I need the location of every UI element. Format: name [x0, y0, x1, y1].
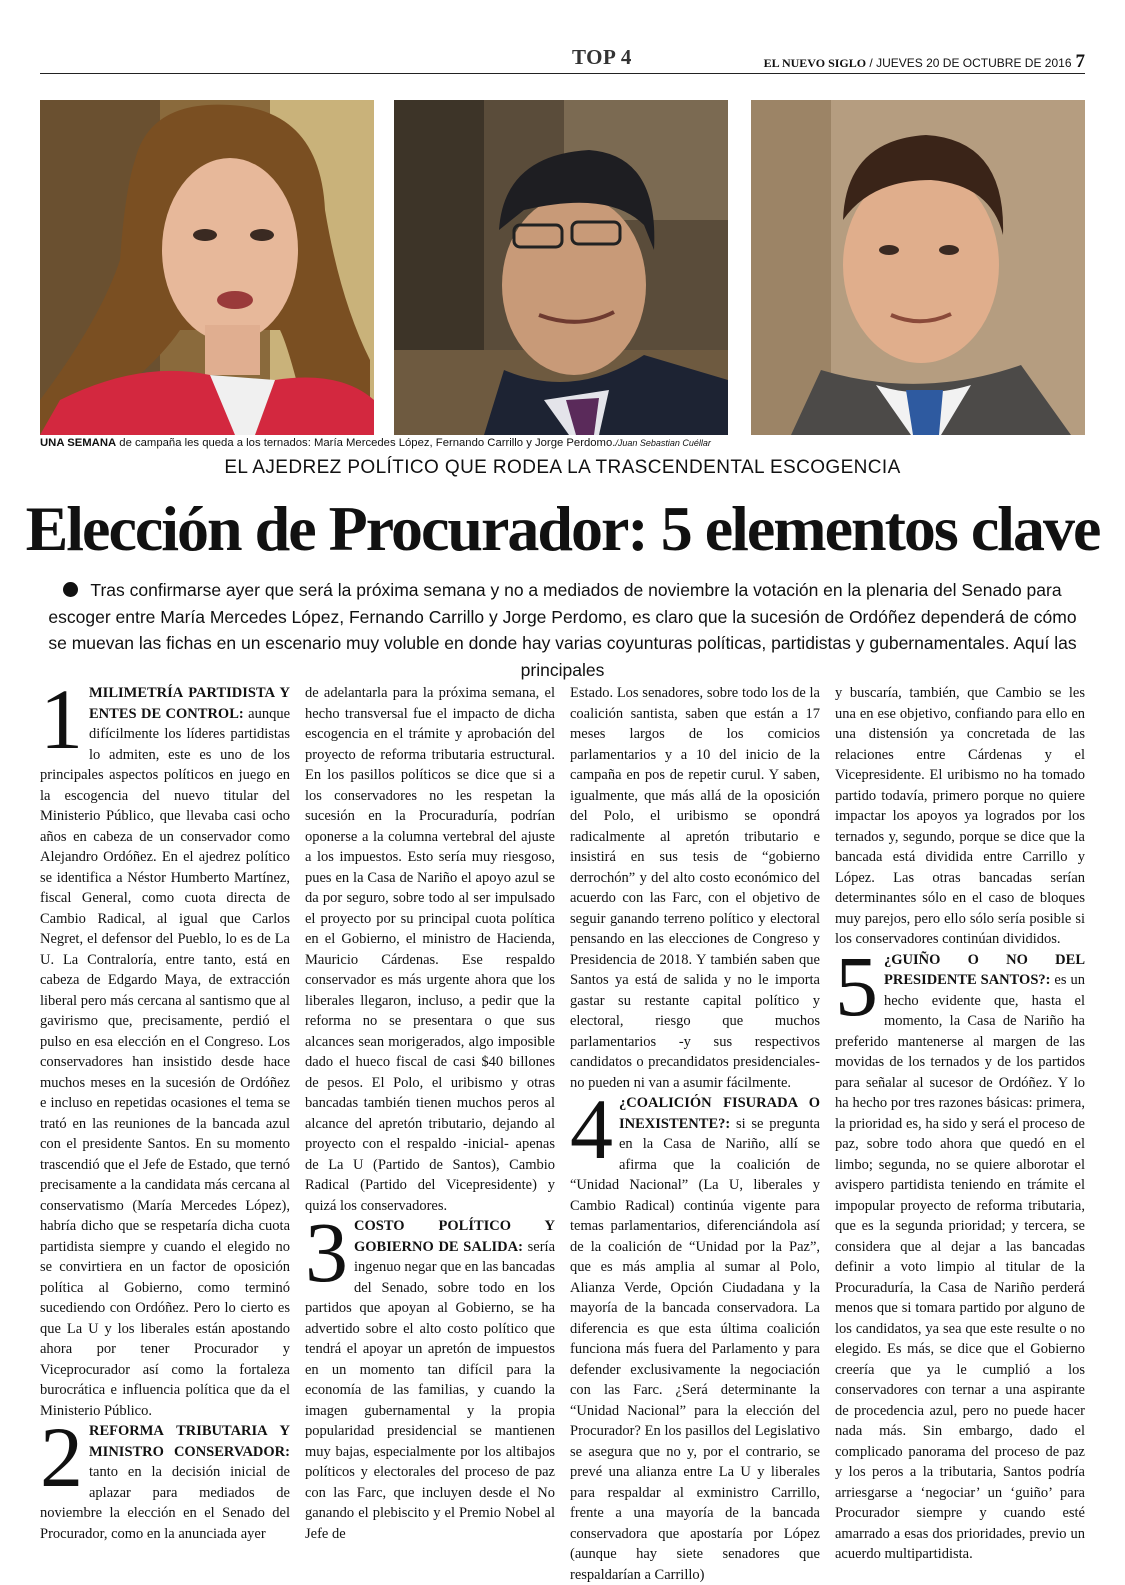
photo-credit: /Juan Sebastian Cuéllar [615, 438, 711, 448]
section-label: TOP 4 [572, 45, 632, 69]
column-1 [40, 671, 291, 1542]
newspaper-name: EL NUEVO SIGLO [763, 56, 867, 70]
column-4 [835, 683, 1085, 1562]
point-heading: COSTO POLÍTICO Y GOBIERNO DE SALIDA: [354, 1218, 555, 1255]
point-number: 4 [570, 1081, 613, 1177]
point-number: 2 [40, 1409, 83, 1505]
point-number: 1 [40, 671, 83, 767]
headline: Elección de Procurador: 5 elementos clave [25, 493, 1100, 564]
point-text: tanto en la decisión inicial de aplazar para mediados de noviembre la elección en el Senado del Procurador, como en la anunciada ayer [40, 1464, 290, 1542]
point-heading: REFORMA TRIBUTARIA Y MINISTRO CONSERVADOR: [89, 1423, 290, 1460]
column-2 [305, 683, 556, 1542]
point-text: si se pregunta en la Casa de Nariño, allí se afirma que la coalición de “Unidad Nacional” (La U, liberales y Cambio Radical) continúa vigente para temas parlamentarios, diferenciándola así de la coalición de “Unidad por la Paz”, que es más amplia al sumar al Polo, Alianza Verde, Opción Ciudadana y la mayoría de la bancada conservadora. La diferencia es que esta última coalición funciona más fuera del Parlamento y para defender exclusivamente la negociación con las Farc. ¿Será determinante la “Unidad Nacional” para la elección del Procurador? En los pasillos del Legislativo se asegura que no y, por el contrario, se prevé una alianza entre La U y liberales para respaldar al exministro Carrillo, frente a una mayoría de la bancada conservadora que apostaría por López (aunque hay siete senadores que respaldarían a Carrillo) [570, 1115, 820, 1583]
body-paragraph: Estado. Los senadores, sobre todo los de la coalición santista, saben que están a 17 meses largos de los comicios parlamentarios y a 10 del inicio de la campaña en pos de repetir curul. Y saben, igualmente, que más allá de la oposición del Polo, el uribismo se opondrá radicalmente al apretón tributario e insistirá en sus tesis de “gobierno derrochón” y del alto costo económico del acuerdo con las Farc, con el objetivo de seguir ganando terreno político y electoral pensando en las elecciones de Congreso y Presidencia de 2018. Y también saben que Santos ya está de salida y no le importa gastar su restante capital político y electoral, riesgo que muchos parlamentarios -y sus respectivos candidatos o precandidatos presidenciales- no pueden ni van a asumir fácilmente. [570, 685, 820, 1091]
photo-fernando-carrillo [394, 100, 728, 435]
photo-jorge-perdomo [751, 100, 1085, 435]
issue-date: / JUEVES 20 DE OCTUBRE DE 2016 [866, 56, 1072, 70]
folio [764, 51, 1085, 73]
column-3 [570, 683, 820, 1583]
lead-text: Tras confirmarse ayer que será la próxima semana y no a mediados de noviembre la votación en la plenaria del Senado para escoger entre María Mercedes López, Fernando Carrillo y Jorge Perdomo, es claro que la sucesión de Ordóñez dependerá de cómo se muevan las fichas en un escenario muy voluble en donde hay varias coyunturas políticas, partidistas y gubernamentales. Aquí las principales [48, 580, 1077, 680]
caption-lead: UNA SEMANA [40, 437, 117, 449]
body-paragraph: y buscaría, también, que Cambio se les una en ese objetivo, confiando para ello en una distensión ya concretada de las relaciones entre Cárdenas y el Vicepresidente. El uribismo no ha tomado partido todavía, primero porque no quiere impactar los apoyos ya logrados por los ternados y, segundo, porque se dice que la bancada está dividida entre Carrillo y López. Las otras bancadas serían determinantes sólo en el caso de bloques muy parejos, pero ello sólo sería posible si los conservadores continúan divididos. [835, 685, 1085, 947]
bullet-icon [63, 582, 78, 597]
point-number: 5 [835, 937, 878, 1034]
body-paragraph: de adelantarla para la próxima semana, el hecho transversal fue el impacto de dicha escogencia en el trámite y aprobación del proyecto de reforma tributaria estructural. En los pasillos políticos se dice que si a los conservadores no les respetan la sucesión en la Procuraduría, podrían oponerse a la columna vertebral del ajuste a los impuestos. Esto sería muy riesgoso, pues en la Casa de Nariño el apoyo azul se da por seguro, sobre todo al ser impulsado el proyecto por su principal cuota política en el Gobierno, el ministro de Hacienda, Mauricio Cárdenas. Ese respaldo conservador es más urgente ahora que los liberales llegaron, incluso, a pedir que la reforma no se presentara o que sus alcances sean morigerados, algo imposible dado el hueco fiscal de casi $40 billones de pesos. El Polo, el uribismo y otras bancadas también tienen muchos peros al alcance del apretón tributario, dejando al proyecto con el respaldo -inicial- apenas de La U (Partido de Santos), Cambio Radical (Partido del Vicepresidente) y quizá los conservadores. [305, 685, 555, 1214]
page-header [40, 45, 1085, 74]
point-heading: MILIMETRÍA PARTIDISTA Y ENTES DE CONTROL: [89, 685, 290, 722]
point-heading: ¿COALICIÓN FISURADA O INEXISTENTE?: [619, 1095, 820, 1132]
point-heading: ¿GUIÑO O NO DEL PRESIDENTE SANTOS?: [884, 951, 1085, 988]
photo-caption [40, 437, 711, 449]
point-text: es un hecho evidente que, hasta el momento, la Casa de Nariño ha preferido mantenerse al margen de las movidas de los ternados y de los partidos para señalar al sucesor de Ordóñez. Y lo ha hecho por tres razones básicas: primera, la prioridad es, ha sido y será el proceso de paz, sobre todo ahora que quedó en el limbo; segunda, no se quiere alborotar el avispero partidista teniendo en trámite el impopular proyecto de reforma tributaria, que es la segunda prioridad; y tercera, se considera que al dejar a las bancadas definir a voto limpio al titular de la Procuraduría, la Casa de Nariño perderá menos que si tomara partido por alguno de los candidatos, ya sea que este resulte o no elegido. Es más, se dice que el Gobierno creería que ya le cumplió a los conservadores con ternar a una aspirante de procedencia azul, pero no puede hacer nada más. Sin embargo, dado el complicado panorama del proceso de paz y los peros a la tributaria, Santos podría arriesgarse a ‘negociar’ un ‘guiño’ para Procurador siempre y cuando esté amarrado a esas dos prioridades, previo un acuerdo multipartidista. [835, 972, 1085, 1562]
point-text: aunque difícilmente los líderes partidistas lo admiten, este es uno de los principales aspectos políticos en juego en la escogencia del nuevo titular del Ministerio Público, que llevaba casi ocho años en cabeza de un conservador como Alejandro Ordóñez. En el ajedrez político se identifica a Néstor Humberto Martínez, fiscal General, como cuota directa de Cambio Radical, al igual que Carlos Negret, el defensor del Pueblo, lo es de La U. La Contraloría, entre tanto, está en cabeza de Edgardo Maya, de extracción liberal pero más cercana al santismo que al gavirismo que, precisamente, perdió el pulso en esa elección en el Congreso. Los conservadores han insistido desde hace muchos meses en la sucesión de Ordóñez e incluso en repetidas ocasiones el tema se trató en las reuniones de la bancada azul con el presidente Santos. En su momento trascendió que el Jefe de Estado, que ternó precisamente a la candidata más cercana al conservatismo (María Mercedes López), habría dicho que se respetaría dicha cuota partidista siempre y cuando el elegido no se convirtiera en un factor de oposición política al Gobierno, como terminó sucediendo con Ordóñez. Pero lo cierto es que La U y los liberales están apostando ahora por tener Procurador y Viceprocurador así como la fortaleza burocrática e influencia política que da el Ministerio Público. [40, 705, 291, 1419]
point-number: 3 [305, 1204, 348, 1300]
point-text: sería ingenuo negar que en las bancadas del Senado, sobre todo en los partidos que apoyan al Gobierno, se ha advertido sobre el alto costo político que tendrá el apoyar un apretón de impuestos en un momento tan difícil para la economía de las familias, y cuando la imagen gubernamental y la propia popularidad presidencial se mantienen muy bajas, especialmente por los altibajos políticos y electorales del proceso de paz con las Farc, que incluyen desde el No ganando el plebiscito y el Premio Nobel al Jefe de [305, 1238, 556, 1542]
photo-maria-mercedes-lopez [40, 100, 374, 435]
kicker: EL AJEDREZ POLÍTICO QUE RODEA LA TRASCENDENTAL ESCOGENCIA [224, 457, 901, 478]
page-number: 7 [1075, 51, 1085, 72]
caption-text: de campaña les queda a los ternados: María Mercedes López, Fernando Carrillo y Jorge Perdomo. [116, 437, 616, 449]
lead-paragraph [45, 577, 1080, 683]
